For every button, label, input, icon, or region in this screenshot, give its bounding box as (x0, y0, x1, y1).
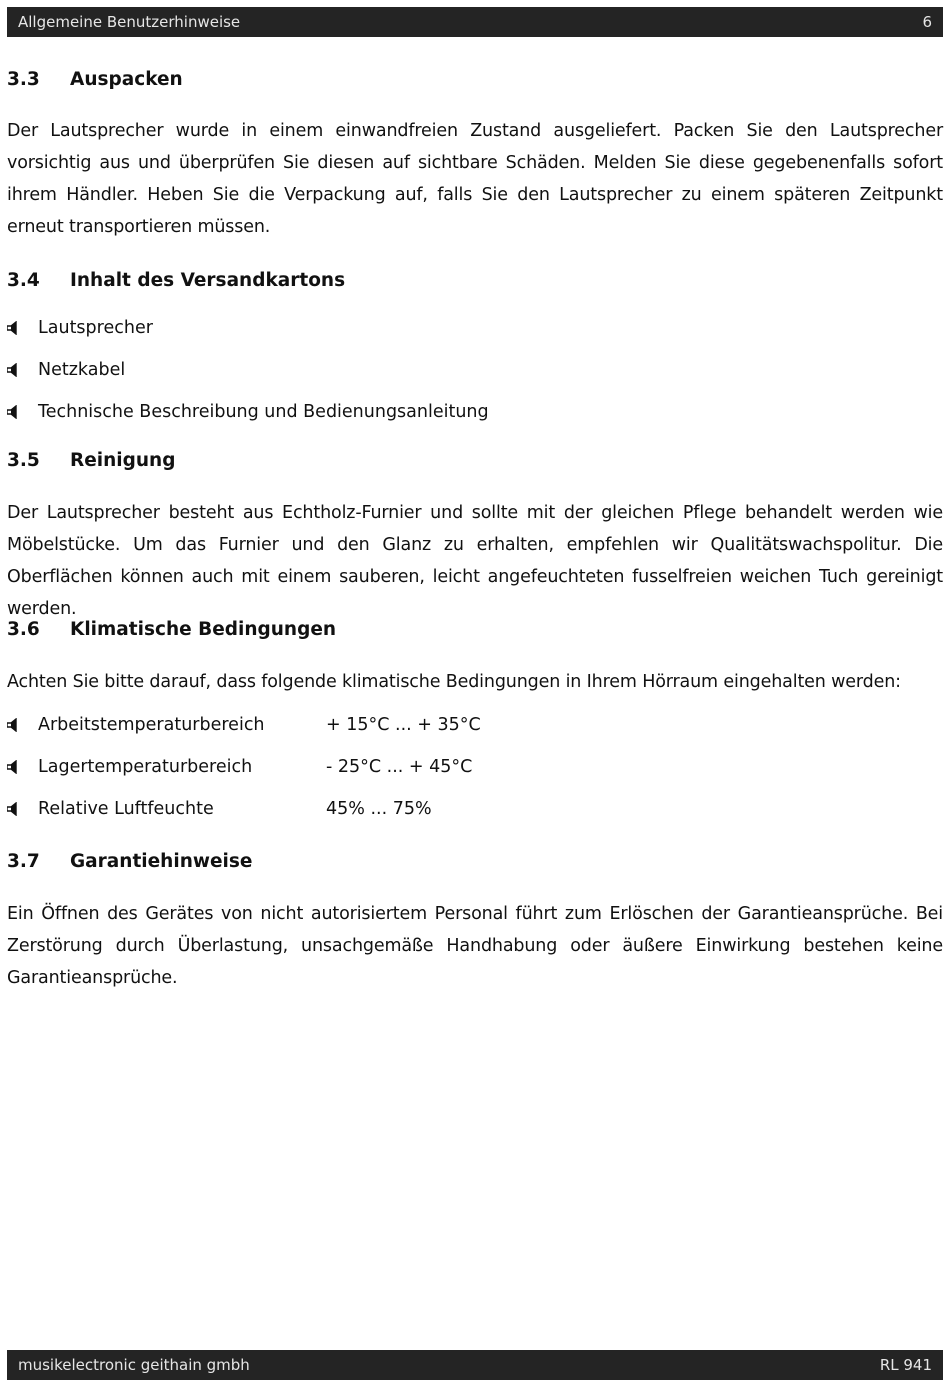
condition-value: 45% ... 75% (326, 799, 432, 819)
section-title: Reinigung (70, 450, 176, 471)
list-item (7, 755, 943, 797)
section-auspacken (7, 68, 943, 243)
footer-model: RL 941 (879, 1356, 932, 1374)
page-footer (7, 1350, 943, 1380)
condition-value: - 25°C ... + 45°C (326, 757, 473, 777)
speaker-icon (7, 802, 19, 816)
list-item (7, 316, 943, 358)
condition-label: Arbeitstemperaturbereich (38, 715, 265, 735)
condition-value: + 15°C ... + 35°C (326, 715, 481, 735)
section-paragraph: Achten Sie bitte darauf, dass folgende klimatische Bedingungen in Ihrem Hörraum eingehalten werden: (7, 672, 901, 692)
section-title: Klimatische Bedingungen (70, 619, 337, 640)
page-header (7, 7, 943, 37)
speaker-icon (7, 760, 19, 774)
section-number: 3.7 (7, 851, 40, 872)
climate-list (7, 713, 943, 839)
list-item (7, 358, 943, 400)
section-reinigung (7, 449, 943, 625)
section-heading (7, 269, 943, 293)
speaker-icon (7, 363, 19, 377)
section-number: 3.3 (7, 69, 40, 90)
section-number: 3.4 (7, 270, 40, 291)
section-paragraph: Ein Öffnen des Gerätes von nicht autorisiertem Personal führt zum Erlöschen der Garantieansprüche. Bei Zerstörung durch Überlastung, unsachgemäße Handhabung oder äußere Einwirkung bestehen keine Garantieansprüche. (7, 904, 943, 988)
speaker-icon (7, 321, 19, 335)
section-heading (7, 449, 943, 473)
section-title: Garantiehinweise (70, 851, 253, 872)
section-number: 3.6 (7, 619, 40, 640)
list-item (7, 400, 943, 442)
section-klima (7, 618, 943, 839)
section-heading (7, 618, 943, 642)
section-title: Inhalt des Versandkartons (70, 270, 346, 291)
section-number: 3.5 (7, 450, 40, 471)
list-item-label: Lautsprecher (38, 318, 153, 338)
section-paragraph: Der Lautsprecher besteht aus Echtholz-Furnier und sollte mit der gleichen Pflege behandelt werden wie Möbelstücke. Um das Furnier und den Glanz zu erhalten, empfehlen wir Qualitätswachspolitur. Die Oberflächen können auch mit einem sauberen, leicht angefeuchteten fusselfreien weichen Tuch gereinigt werden. (7, 503, 943, 619)
list-item (7, 713, 943, 755)
speaker-icon (7, 405, 19, 419)
contents-list (7, 316, 943, 442)
list-item (7, 797, 943, 839)
list-item-label: Netzkabel (38, 360, 126, 380)
footer-company: musikelectronic geithain gmbh (18, 1356, 250, 1374)
header-title: Allgemeine Benutzerhinweise (18, 13, 241, 31)
speaker-icon (7, 718, 19, 732)
section-heading (7, 68, 943, 92)
section-paragraph: Der Lautsprecher wurde in einem einwandfreien Zustand ausgeliefert. Packen Sie den Lautsprecher vorsichtig aus und überprüfen Sie diesen auf sichtbare Schäden. Melden Sie diese gegebenenfalls sofort ihrem Händler. Heben Sie die Verpackung auf, falls Sie den Lautsprecher zu einem späteren Zeitpunkt erneut transportieren müssen. (7, 121, 943, 237)
section-inhalt (7, 269, 943, 442)
section-garantie (7, 850, 943, 994)
page-number: 6 (922, 13, 932, 31)
condition-label: Relative Luftfeuchte (38, 799, 214, 819)
condition-label: Lagertemperaturbereich (38, 757, 253, 777)
list-item-label: Technische Beschreibung und Bedienungsanleitung (38, 402, 489, 422)
section-title: Auspacken (70, 69, 183, 90)
section-heading (7, 850, 943, 874)
